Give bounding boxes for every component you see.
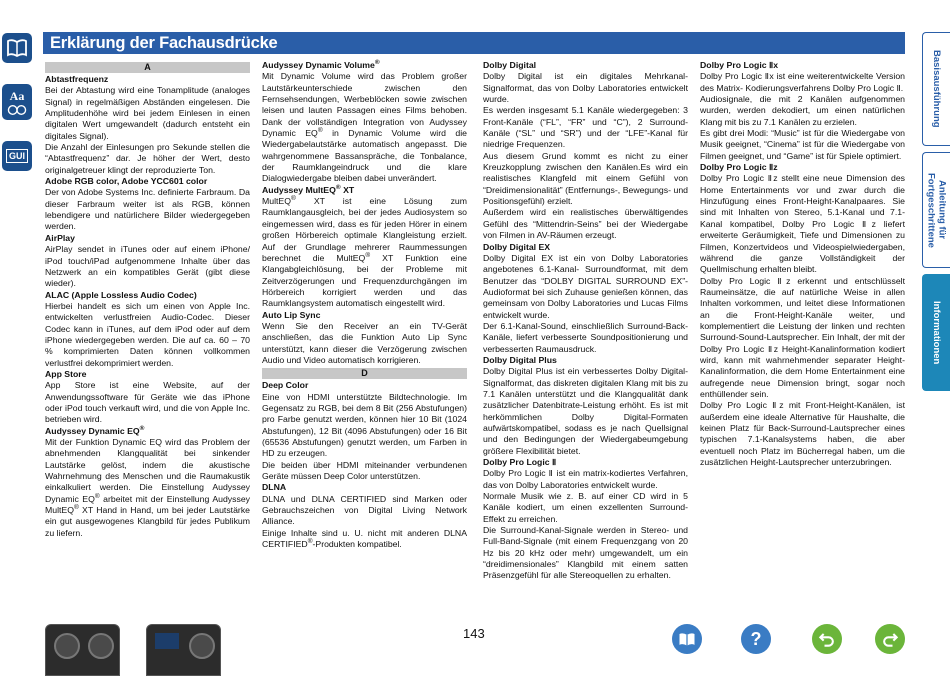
term-heading: AirPlay [45, 232, 75, 243]
term-heading: Dolby Pro Logic Ⅱx [700, 60, 779, 70]
term-text [262, 196, 467, 309]
term-heading: Dolby Pro Logic Ⅱz [700, 162, 778, 173]
term-text [45, 437, 250, 539]
gui-label: GUI [6, 149, 28, 163]
term-text: Es werden insgesamt 5.1 Kanäle wiedergegeben: 3 Front-Kanäle (“FL”, “FR” und “C”), 2 Surround-Kanäle (“SL” und “SR”) und der “LFE”-Kanal für niedrige Frequenzen. [483, 105, 688, 150]
font-size-label: Aa [9, 88, 25, 103]
term-text: Die Surround-Kanal-Signale werden in Stereo- und Full-Band-Signale (mit einem Frequenzgang von 20 Hz bis 20 kHz oder mehr) umgewandelt, um ein “dreidimensionales” Klangbild mit einem satten Präsenzgefühl für alle Stereoquellen zu erhalten. [483, 525, 688, 581]
knob-icon [88, 633, 114, 659]
column-3 [483, 60, 688, 582]
forward-button[interactable] [875, 624, 905, 654]
term-text: Dolby Pro Logic Ⅱz stellt eine neue Dimension des Home Entertainments vor und zwar durch die Hinzufügung eines Front-Height-Kanalpaares. Sie sind mit Inhalten von Stereo, 5.1-Kanal und 7.1-Kanal kompatibel, Dolby Pro Logic Ⅱz liefert erweiterte Geräumigkeit, Tiefe und Dimensionen zu Filmen, Konzertvideos und Videospielwiedergaben, während die ganze Vollständigkeit der Quellmischung erhalten bleibt. [700, 173, 905, 275]
term-heading: Dolby Digital Plus [483, 354, 557, 365]
column-2 [262, 60, 467, 550]
book-icon[interactable] [2, 33, 32, 63]
gui-icon[interactable] [2, 141, 32, 171]
term-heading: Auto Lip Sync [262, 309, 321, 320]
term-text: DLNA und DLNA CERTIFIED sind Marken oder Gebrauchszeichen von Digital Living Network Alliance. [262, 493, 467, 527]
receiver-front-image[interactable] [45, 624, 120, 676]
text-run: -Produkten kompatibel. [312, 539, 402, 550]
term-text: AirPlay sendet in iTunes oder auf einem iPhone/ iPod touch/iPad aufgenommene Inhalte über das Netzwerk an ein kompatibles Gerät (gibt diese wieder). [45, 244, 250, 289]
tab-label: Basisausführung [931, 50, 942, 128]
registered-mark: ® [290, 195, 296, 203]
term-text: Dolby Pro Logic Ⅱz mit Front-Height-Kanälen, ist außerdem eine ideale Alternative für Haushalte, die keinen Platz für Back-Surround-Lautsprecher eines typischen 7.1-Kanalsystems haben, die aber eventuell noch Platz im Bücherregal haben, um die zusätzlichen Height-Lautsprecher unterzubringen. [700, 400, 905, 468]
page-number: 143 [463, 626, 485, 641]
term-heading: Adobe RGB color, Adobe YCC601 color [45, 176, 208, 187]
registered-mark: ® [94, 492, 100, 500]
tab-label: Anleitung für Fortgeschrittene [925, 172, 948, 248]
registered-mark: ® [317, 127, 323, 135]
text-run: in Dynamic Volume wird die Wiedergabelautstärke automatisch angepasst. Die wahrgenommene Bassanspräche, die Tonbalance, der Raumklangeindruck und die klare Dialogwiedergabe bleiben dabei unverändert. [262, 128, 467, 184]
text-run: XT Funktion eine Klangabgleichlösung, bei der Probleme mit Zeitverzögerungen und Frequenzdurchgängen im Hörbereich korrigiert werden und das Raumklangsystem automatisch eingestellt wird. [262, 252, 467, 309]
display-icon [155, 633, 179, 649]
term-heading: Deep Color [262, 380, 309, 391]
term-text [262, 528, 467, 551]
font-size-icon[interactable] [2, 84, 32, 120]
text-run: MultEQ [262, 196, 291, 207]
term-text: Die Anzahl der Einlesungen pro Sekunde stellen die “Abtastfrequenz” dar. Je höher der Wert, desto originalgetreuer klingt der reproduzierte Ton. [45, 142, 250, 175]
text-run: Mit Dynamic Volume wird das Problem großer Lautstärkeunterschiede zwischen den Fernsehsendungen, Werbeblöcken sowie zwischen leisen und lauten Passagen eines Films behoben. Dank der vollständigen Integration von Audyssey Dynamic EQ [262, 71, 467, 139]
left-nav [0, 30, 35, 171]
term-text: Hierbei handelt es sich um einen von Apple Inc. entwickelten verlustfreien Audio-Codec. Dieser Codec kann in iTunes, auf dem iPod oder auf dem iPhone wiedergegeben werden. Die auf ca. 60 – 70 % komprimierten Daten können vollkommen verlustfrei dekomprimiert werden. [45, 300, 250, 368]
term-text [262, 71, 467, 184]
term-heading-text: XT [340, 184, 355, 195]
tab-basisausfuehrung[interactable] [922, 32, 950, 146]
term-text: App Store ist eine Website, auf der Anwendungssoftware für Geräte wie das iPhone oder iPod touch verkauft wird, und die von Apple Inc. betrieben wird. [45, 380, 250, 425]
term-text: Dolby Digital Plus ist ein verbessertes Dolby Digital-Signalformat, das diskreten digitalen Klang mit bis zu 7.1 Kanälen unterstützt und die Klangqualität dank zusätzlicher Datenbitrate-Leistung erhöht. Es ist mit herkömmlichen Dolby Digital-Formaten aufwärtskompatibel, sodass es je nach Quellsignal und den Bedingungen der Wiedergabeumgebung größere Flexibilität bietet. [483, 366, 688, 456]
term-heading [262, 60, 467, 71]
registered-mark: ® [139, 424, 145, 432]
term-text: Dolby Digital ist ein digitales Mehrkanal-Signalformat, das von Dolby Laboratories entwickelt wurde. [483, 71, 688, 105]
term-text: Wenn Sie den Receiver an ein TV-Gerät anschließen, das die Funktion Auto Lip Sync unterstützt, kann dieser die Verzögerung zwischen Audio und Video automatisch korrigieren. [262, 320, 467, 365]
term-text: Die beiden über HDMI miteinander verbundenen Geräte müssen Deep Color unterstützen. [262, 459, 467, 482]
book-icon [677, 629, 697, 649]
term-heading: Dolby Pro Logic Ⅱ [483, 457, 557, 468]
term-text: Dolby Pro Logic Ⅱx ist eine weiterentwickelte Version des Matrix- Kodierungsverfahrens Dolby Pro Logic Ⅱ. [700, 71, 905, 93]
section-letter-a: A [45, 62, 250, 73]
term-heading: Dolby Digital [483, 60, 537, 70]
text-run: Einige Inhalte sind u. U. nicht mit anderen DLNA CERTIFIED [262, 527, 467, 550]
term-text: Der von Adobe Systems Inc. definierte Farbraum. Da dieser Farbraum weiter ist als RGB, können lebendigere und natürlichere Bilder wiedergegeben werden. [45, 187, 250, 232]
title-bar [43, 32, 905, 54]
term-text: Aus diesem Grund kommt es nicht zu einer Kreuzkopplung zwischen den Kanälen.Es wird ein realistisches Klangfeld mit einem Gefühl von “Dreidimensionalität” (Entfernungs-, Bewegungs- und Positionsgefühl) erzielt. [483, 150, 688, 207]
term-text: Audiosignale, die mit 2 Kanälen aufgenommen wurden, werden dekodiert, um einen natürlichen Klang mit bis zu 7.1 Kanälen zu erzielen. [700, 94, 905, 127]
page-title: Erklärung der Fachausdrücke [50, 34, 278, 52]
column-1 [45, 60, 250, 539]
text-run: arbeitet mit der Einstellung Audyssey MultEQ [45, 493, 250, 516]
receiver-display-image[interactable] [146, 624, 221, 676]
term-heading-text: Audyssey MultEQ [262, 184, 336, 195]
term-text: Außerdem wird ein realistisches überwältigendes Gefühl des “Mittendrin-Seins” bei der Wiedergabe von Filmen in AV-Räumen erzeugt. [483, 207, 688, 241]
registered-mark: ® [307, 538, 313, 546]
term-text: Es gibt drei Modi: “Music” ist für die Wiedergabe von Musik geeignet, “Cinema” ist für die Wiedergabe von Filmen geeignet, und “Game” ist für Spiele optimiert. [700, 128, 905, 161]
text-run: XT Hand in Hand, um bei jeder Lautstärke ein gut ausgewogenes Klangbild für jedes Publikum zu liefern. [45, 505, 250, 538]
back-icon [817, 629, 837, 649]
term-heading: DLNA [262, 482, 287, 493]
contents-button[interactable] [672, 624, 702, 654]
knob-icon [189, 633, 215, 659]
tab-label: Informationen [931, 300, 942, 365]
section-letter-d: D [262, 368, 467, 379]
term-heading-text: Audyssey Dynamic Volume [262, 60, 375, 70]
column-4 [700, 60, 905, 468]
back-button[interactable] [812, 624, 842, 654]
forward-icon [880, 629, 900, 649]
text-run: XT ist eine Lösung zum Raumklangausgleich, bei der jedes Audiosystem so eingemessen wird, dass es für jeden Hörer in einem großen Hörbereich optimale Klangleistung erzielt. Auf der Grundlage mehrerer Raummessungen berechnet die MultEQ [262, 196, 467, 263]
term-heading: ALAC (Apple Lossless Audio Codec) [45, 289, 197, 300]
term-text: Bei der Abtastung wird eine Tonamplitude (analoges Signal) in regelmäßigen Abständen eingelesen. Die Amplitudenhöhe wird bei jedem Einlesen in einen digitalen Wert umgewandelt (dadurch entsteht ein digitales Signal). [45, 85, 250, 141]
term-text: Normale Musik wie z. B. auf einer CD wird in 5 Kanäle kodiert, um einen exzellenten Surround-Effekt zu erreichen. [483, 491, 688, 524]
term-heading: App Store [45, 368, 87, 379]
term-text: Eine von HDMI unterstützte Bildtechnologie. Im Gegensatz zu RGB, bei dem 8 Bit (256 Abstufungen) pro Farbe genutzt werden, können hier 10 Bit (1024 Abstufungen), 12 Bit (4096 Abstufungen) oder 16 Bit (65536 Abstufungen) genutzt werden, um Farben in HD zu erzeugen. [262, 391, 467, 459]
knob-icon [54, 633, 80, 659]
term-text: Dolby Pro Logic Ⅱ ist ein matrix-kodiertes Verfahren, das von Dolby Laboratories entwickelt wurde. [483, 468, 688, 490]
term-heading-text: Audyssey Dynamic EQ [45, 425, 140, 436]
tab-fortgeschrittene[interactable] [922, 152, 950, 268]
tab-informationen[interactable] [922, 274, 950, 391]
term-text: Dolby Pro Logic Ⅱz erkennt und entschlüsselt Raumeinsätze, die auf natürliche Weise in allen Inhalten vorkommen, und leitet diese Informationen an die Front-Height-Kanäle weiter, und komplementiert die Leistung der linken und rechten Surround-Sound-Lautsprecher. Ein Inhalt, der mit der Dolby Pro Logic Ⅱz Height-Kanalinformation kodiert wird, kann mit wahrnehmender separater Height-Kanalinformation, die dem Home Entertainment eine aufregende neue Dimension bringt, sogar noch enthüllender sein. [700, 275, 905, 399]
registered-mark: ® [335, 183, 341, 191]
text-run: Mit der Funktion Dynamic EQ wird das Problem der abnehmenden Klangqualität bei sinkender Lautstärke gelöst, indem die akustische Wahrnehmung des Menschen und die Raumakustik einkalkuliert werden. Die Einstellung Audyssey Dynamic EQ [45, 437, 250, 504]
help-button[interactable] [741, 624, 771, 654]
term-heading: Abtastfrequenz [45, 74, 109, 84]
term-text: Dolby Digital EX ist ein von Dolby Laboratories angebotenes 6.1-Kanal- Surroundformat, mit dem Benutzer das “DOLBY DIGITAL SURROUND EX”-Audioformat bei sich Zuhause genießen können, das gemeinsam von Dolby Laboratories und Lucas Films entwickelt wurde. [483, 252, 688, 320]
registered-mark: ® [73, 504, 79, 512]
registered-mark: ® [374, 59, 380, 67]
registered-mark: ® [365, 251, 371, 259]
help-icon: ? [750, 628, 762, 649]
term-heading [45, 426, 250, 437]
term-text: Der 6.1-Kanal-Sound, einschließlich Surround-Back-Kanäle, liefert verbesserte Soundpositionierung und verbesserten Raumausdruck. [483, 320, 688, 354]
term-heading: Dolby Digital EX [483, 241, 551, 252]
